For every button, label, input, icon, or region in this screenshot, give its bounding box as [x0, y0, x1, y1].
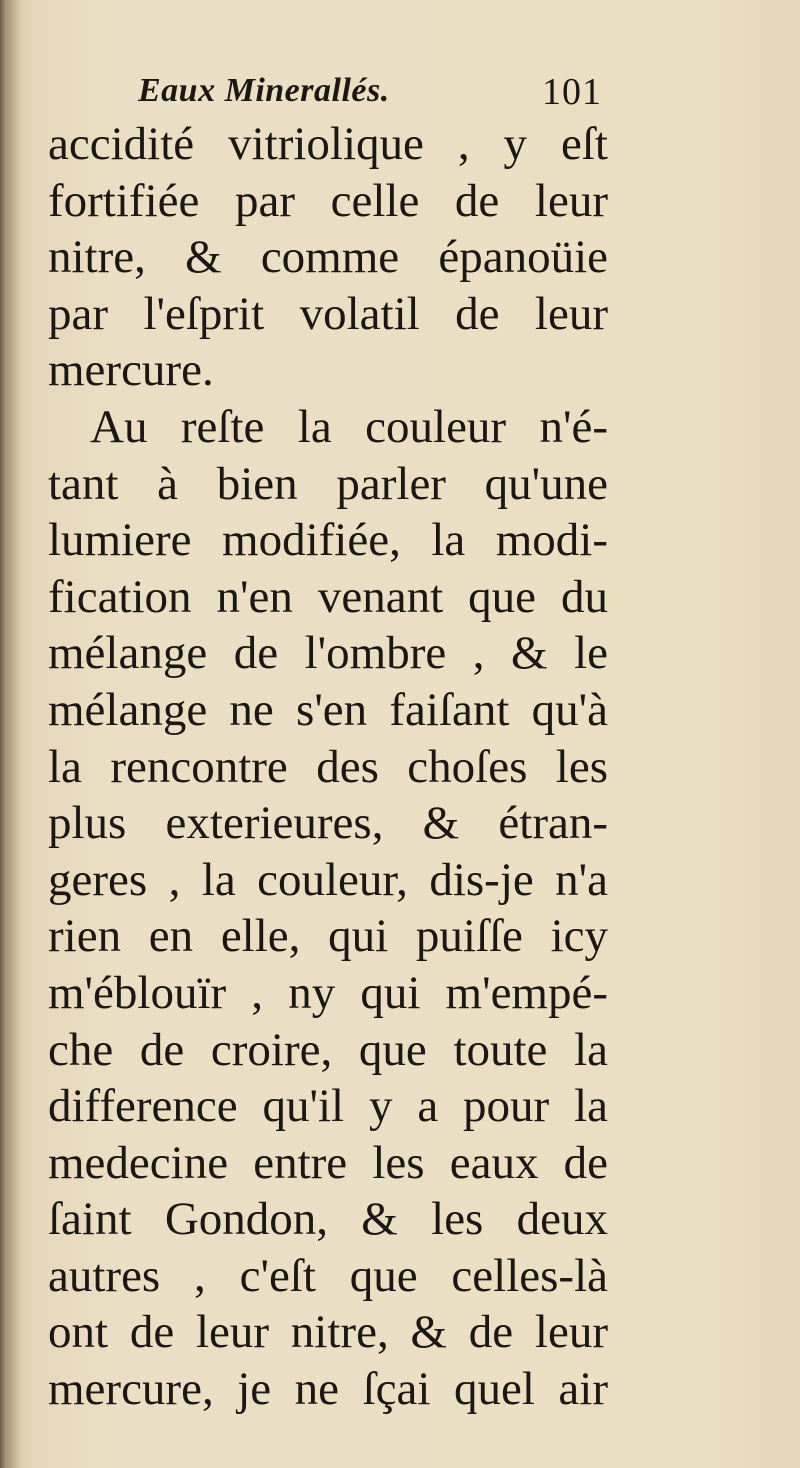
running-title: Eaux Minerallés. — [138, 72, 390, 109]
text-line: tant à bien parler qu'une — [48, 457, 608, 510]
page-header — [48, 68, 608, 118]
text-line: che de croire, que toute la — [48, 1023, 608, 1076]
body-text — [48, 116, 608, 1418]
paragraph-1 — [48, 116, 608, 399]
binding-gutter-shadow — [0, 0, 22, 1468]
text-line: mélange de l'ombre , & le — [48, 627, 608, 680]
paragraph-2 — [48, 399, 608, 1418]
text-line: ſaint Gondon, & les deux — [48, 1193, 608, 1246]
text-line: rien en elle, qui puiſſe icy — [48, 910, 608, 963]
text-line: plus exterieures, & étran- — [48, 797, 608, 850]
text-line: Au reſte la couleur n'é- — [90, 400, 608, 453]
text-line: geres , la couleur, dis-je n'a — [48, 853, 608, 906]
text-line: mercure, je ne ſçai quel air — [48, 1363, 608, 1416]
text-line: autres , c'eſt que celles-là — [48, 1249, 608, 1302]
page-number: 101 — [542, 71, 602, 113]
text-line: m'éblouïr , ny qui m'empé- — [48, 966, 608, 1019]
text-line: nitre, & comme épanoüie — [48, 231, 608, 284]
text-line: mélange ne s'en faiſant qu'à — [48, 683, 608, 736]
text-line: par l'eſprit volatil de leur — [48, 287, 608, 340]
text-line: medecine entre les eaux de — [48, 1136, 608, 1189]
text-line: ont de leur nitre, & de leur — [48, 1306, 608, 1359]
text-line: fication n'en venant que du — [48, 570, 608, 623]
text-line: difference qu'il y a pour la — [48, 1080, 608, 1133]
text-line: accidité vitriolique , y eſt — [48, 118, 608, 170]
text-line: fortifiée par celle de leur — [48, 174, 608, 227]
text-line: la rencontre des choſes les — [48, 740, 608, 793]
text-line: lumiere modifiée, la modi- — [48, 514, 608, 567]
text-line: mercure. — [48, 344, 214, 397]
